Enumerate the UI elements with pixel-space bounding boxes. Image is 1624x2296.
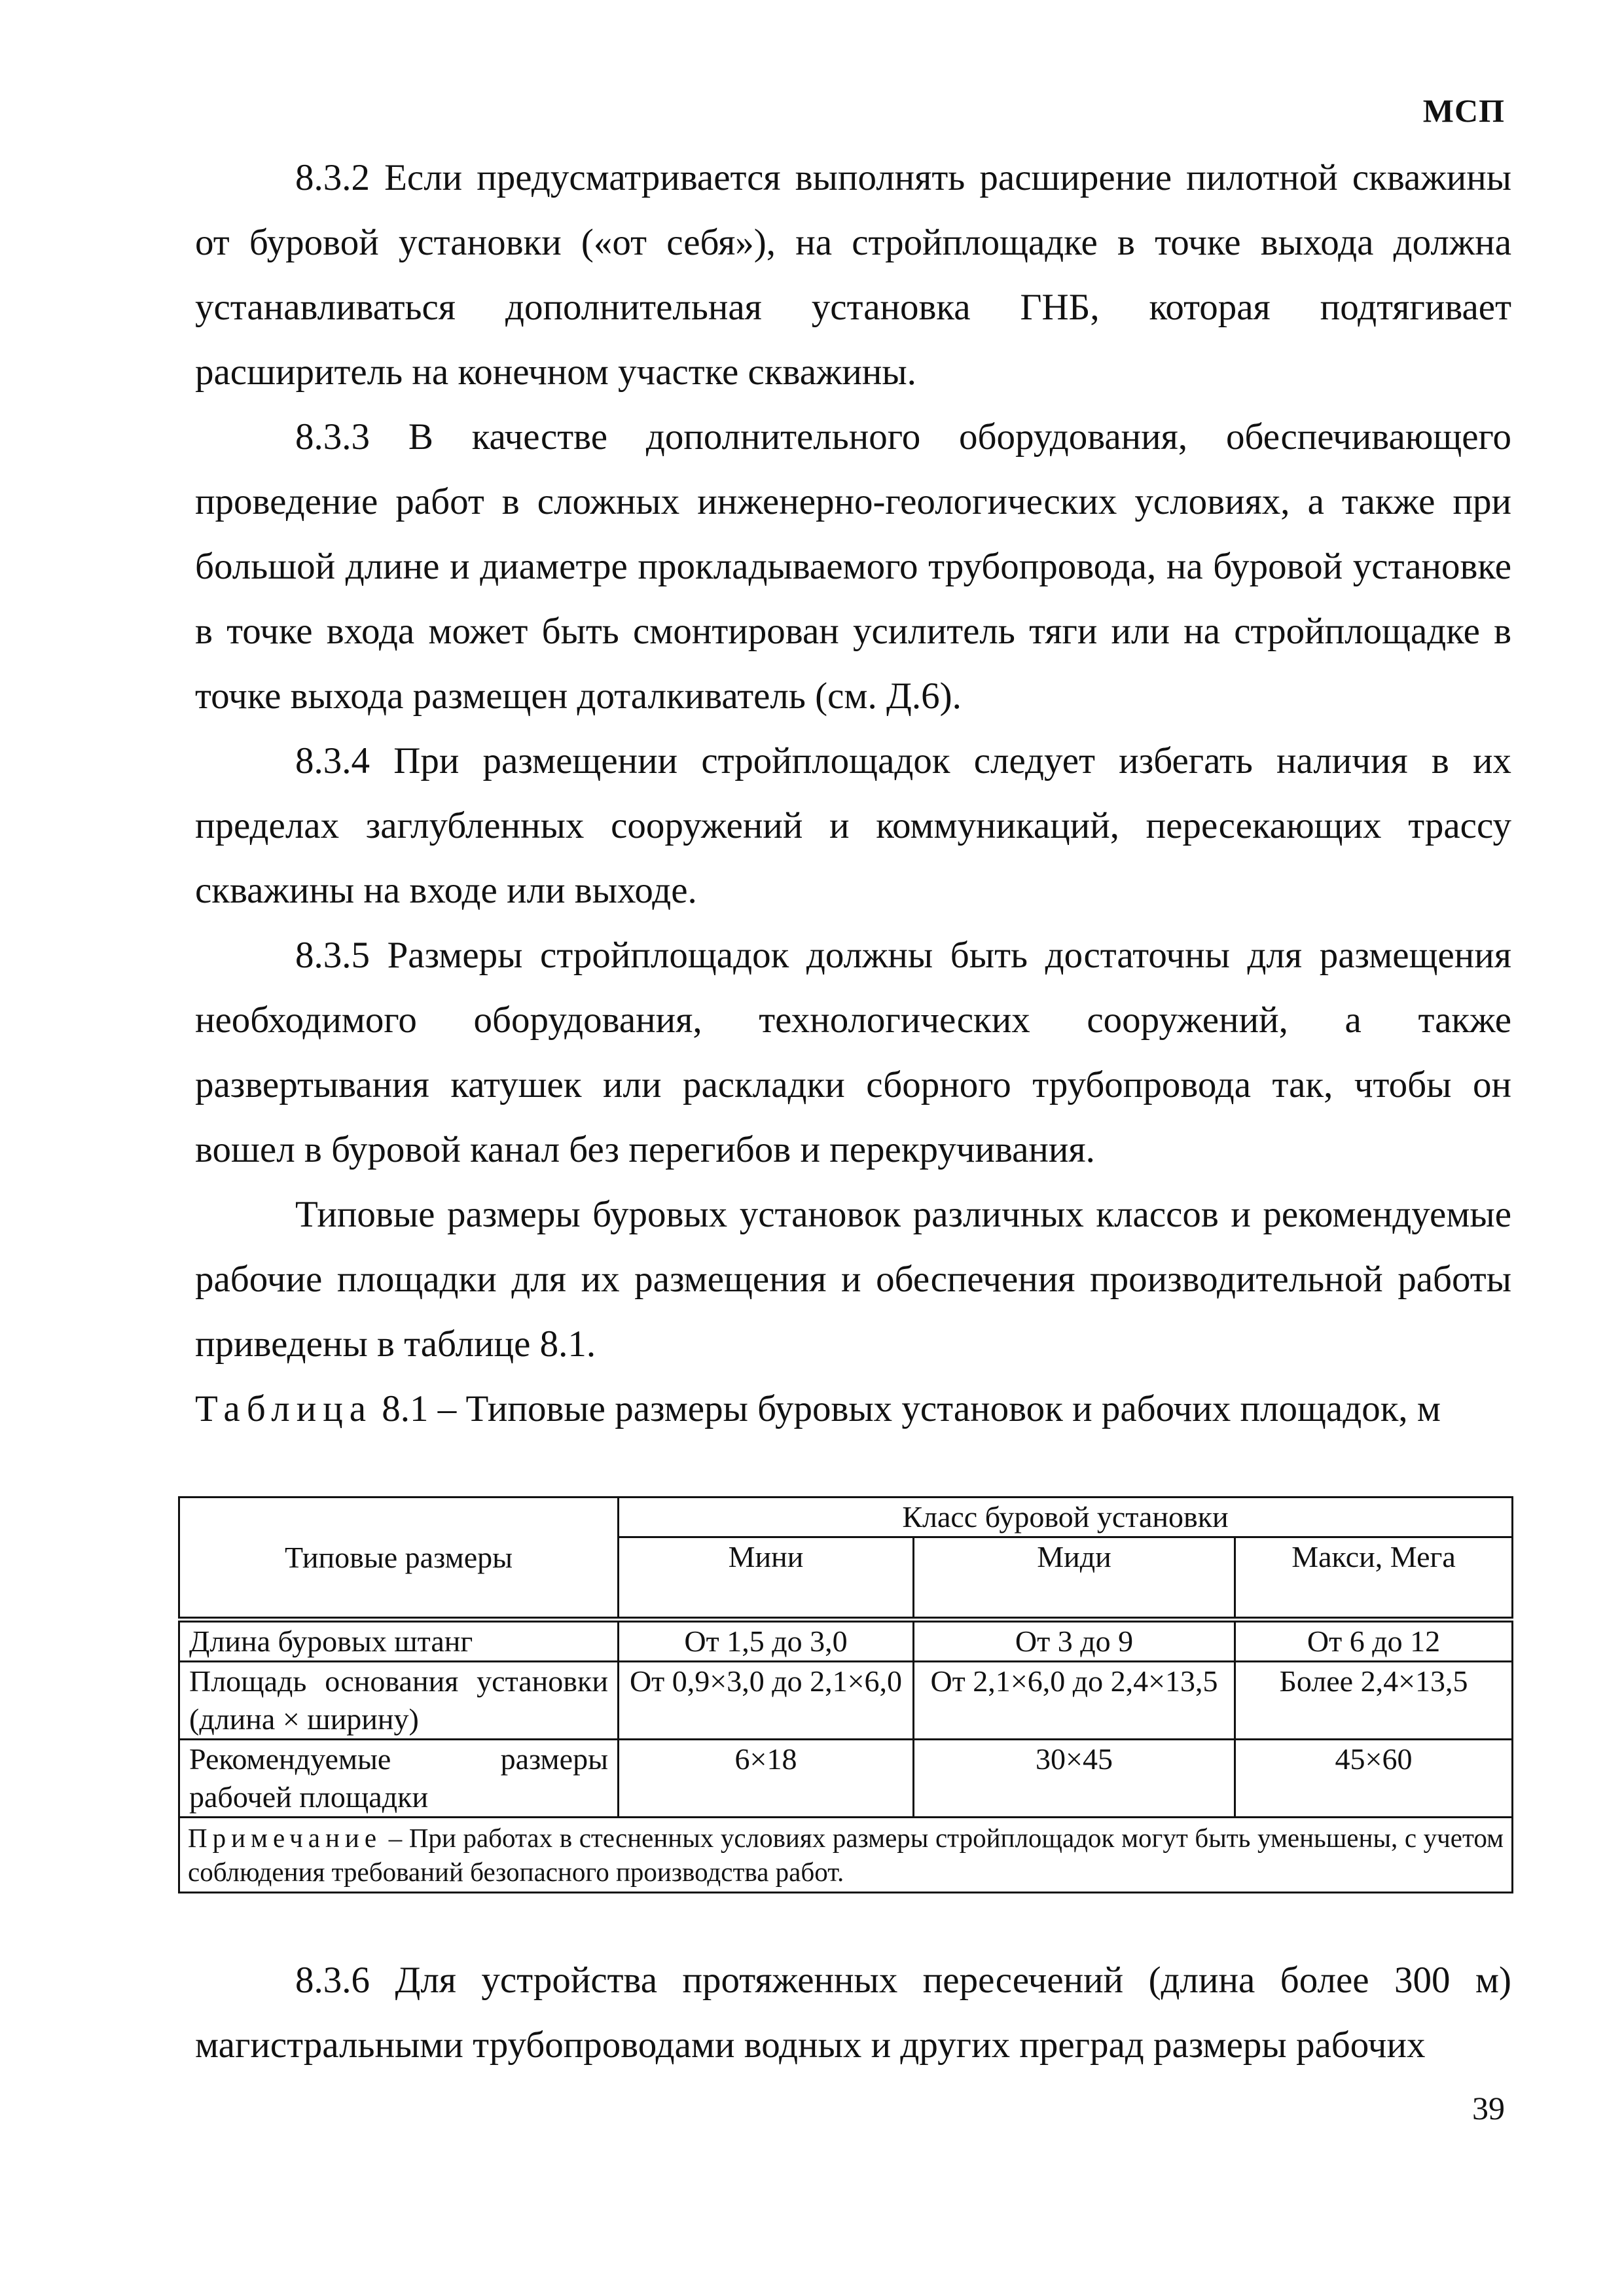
table-note-row <box>179 1818 1513 1893</box>
table-row <box>179 1662 1513 1740</box>
group-header-cell: Класс буровой установки <box>619 1498 1513 1537</box>
table-cell: От 1,5 до 3,0 <box>619 1620 914 1662</box>
table-cell: От 2,1×6,0 до 2,4×13,5 <box>914 1662 1235 1740</box>
drilling-rig-sizes-table <box>178 1496 1513 1893</box>
row-label: Рекомендуемые размеры рабочей площадки <box>179 1740 619 1818</box>
note-label: Примечание <box>188 1823 382 1853</box>
table-caption-label: Таблица <box>195 1388 373 1429</box>
note-text: – При работах в стесненных условиях размеры стройплощадок могут быть уменьшены, с учетом соблюдения требований безопасного производства работ. <box>188 1823 1504 1887</box>
column-header: Миди <box>914 1537 1235 1620</box>
table-cell: От 6 до 12 <box>1235 1620 1513 1662</box>
table-note <box>179 1818 1513 1893</box>
table-row <box>179 1740 1513 1818</box>
body-text-continued <box>195 1948 1511 2077</box>
body-text <box>195 145 1511 1441</box>
table-header-row <box>179 1498 1513 1537</box>
table-cell: Более 2,4×13,5 <box>1235 1662 1513 1740</box>
table-cell: 6×18 <box>619 1740 914 1818</box>
page-number: 39 <box>1472 2090 1505 2126</box>
paragraph-8-3-4: 8.3.4 При размещении стройплощадок следует избегать наличия в их пределах заглубленных сооружений и коммуникаций, пересекающих трассу скважины на входе или выходе. <box>195 740 1511 911</box>
row-label: Площадь основания установки (длина × ширину) <box>179 1662 619 1740</box>
column-header: Мини <box>619 1537 914 1620</box>
table-cell: 45×60 <box>1235 1740 1513 1818</box>
paragraph-table-intro: Типовые размеры буровых установок различных классов и рекомендуемые рабочие площадки для их размещения и обеспечения производительной работы приведены в таблице 8.1. <box>195 1194 1511 1365</box>
row-label: Длина буровых штанг <box>179 1620 619 1662</box>
table-cell: От 0,9×3,0 до 2,1×6,0 <box>619 1662 914 1740</box>
table-caption-text: 8.1 – Типовые размеры буровых установок и рабочих площадок, м <box>382 1388 1441 1429</box>
paragraph-8-3-3: 8.3.3 В качестве дополнительного оборудования, обеспечивающего проведение работ в сложных инженерно-геологических условиях, а также при большой длине и диаметре прокладываемого трубопровода, на буровой установке в точке входа может быть смонтирован усилитель тяги или на стройплощадке в точке выхода размещен доталкиватель (см. Д.6). <box>195 416 1511 717</box>
paragraph-8-3-5: 8.3.5 Размеры стройплощадок должны быть достаточны для размещения необходимого оборудования, технологических сооружений, а также развертывания катушек или раскладки сборного трубопровода так, чтобы он вошел в буровой канал без перегибов и перекручивания. <box>195 935 1511 1170</box>
paragraph-8-3-6: 8.3.6 Для устройства протяженных пересечений (длина более 300 м) магистральными трубопроводами водных и других преград размеры рабочих <box>195 1960 1511 2066</box>
document-code: МСП <box>1422 92 1505 129</box>
table-cell: От 3 до 9 <box>914 1620 1235 1662</box>
table-cell: 30×45 <box>914 1740 1235 1818</box>
paragraph-8-3-2: 8.3.2 Если предусматривается выполнять расширение пилотной скважины от буровой установки («от себя»), на стройплощадке в точке выхода должна устанавливаться дополнительная установка ГНБ, которая подтягивает расширитель на конечном участке скважины. <box>195 157 1511 393</box>
table-caption <box>195 1376 1511 1441</box>
row-header-cell: Типовые размеры <box>179 1498 619 1620</box>
table-row <box>179 1620 1513 1662</box>
column-header: Макси, Мега <box>1235 1537 1513 1620</box>
